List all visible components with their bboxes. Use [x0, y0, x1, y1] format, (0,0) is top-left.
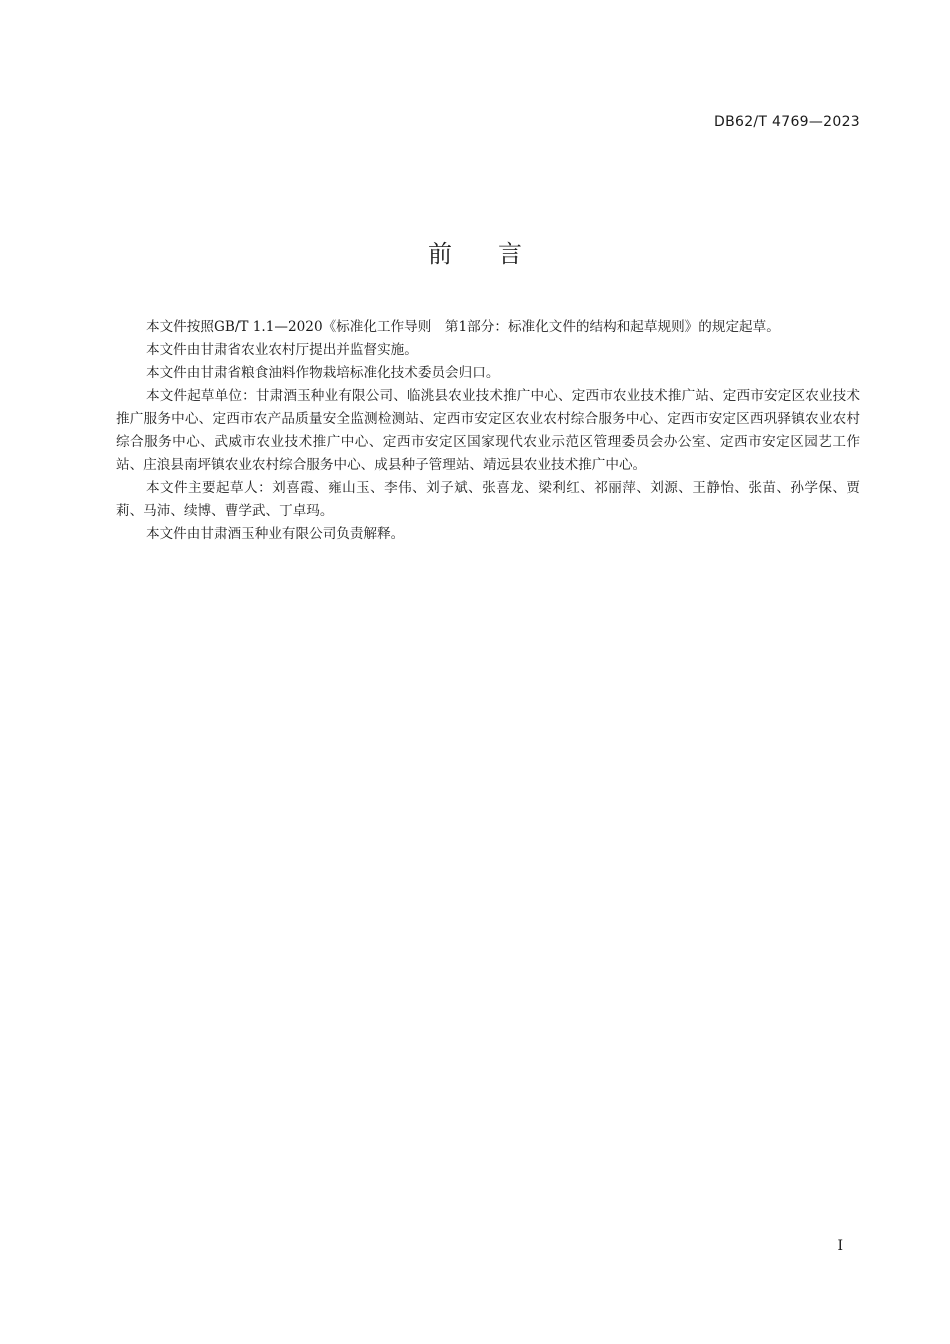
paragraph-interpretation: 本文件由甘肃酒玉种业有限公司负责解释。 — [146, 526, 405, 542]
document-code: DB62/T 4769—2023 — [714, 114, 860, 130]
foreword-body — [116, 316, 860, 546]
paragraph-proposer: 本文件由甘肃省农业农村厅提出并监督实施。 — [146, 342, 418, 358]
paragraph-drafters: 本文件主要起草人：刘喜霞、雍山玉、李伟、刘子斌、张喜龙、梁利红、祁丽萍、刘源、王静怡、张苗、孙学保、贾莉、马沛、续博、曹学武、丁卓玛。 — [116, 480, 860, 519]
section-title: 前言 — [428, 240, 568, 268]
page-number: I — [837, 1238, 843, 1254]
paragraph-drafting-rules: 本文件按照GB/T 1.1—2020《标准化工作导则 第1部分：标准化文件的结构和起草规则》的规定起草。 — [146, 319, 780, 335]
paragraph-drafting-units: 本文件起草单位：甘肃酒玉种业有限公司、临洮县农业技术推广中心、定西市农业技术推广站、定西市安定区农业技术推广服务中心、定西市农产品质量安全监测检测站、定西市安定区农业农村综合服务中心、定西市安定区西巩驿镇农业农村综合服务中心、武威市农业技术推广中心、定西市安定区国家现代农业示范区管理委员会办公室、定西市安定区园艺工作站、庄浪县南坪镇农业农村综合服务中心、成县种子管理站、靖远县农业技术推广中心。 — [116, 388, 860, 473]
paragraph-committee: 本文件由甘肃省粮食油料作物栽培标准化技术委员会归口。 — [146, 365, 500, 381]
